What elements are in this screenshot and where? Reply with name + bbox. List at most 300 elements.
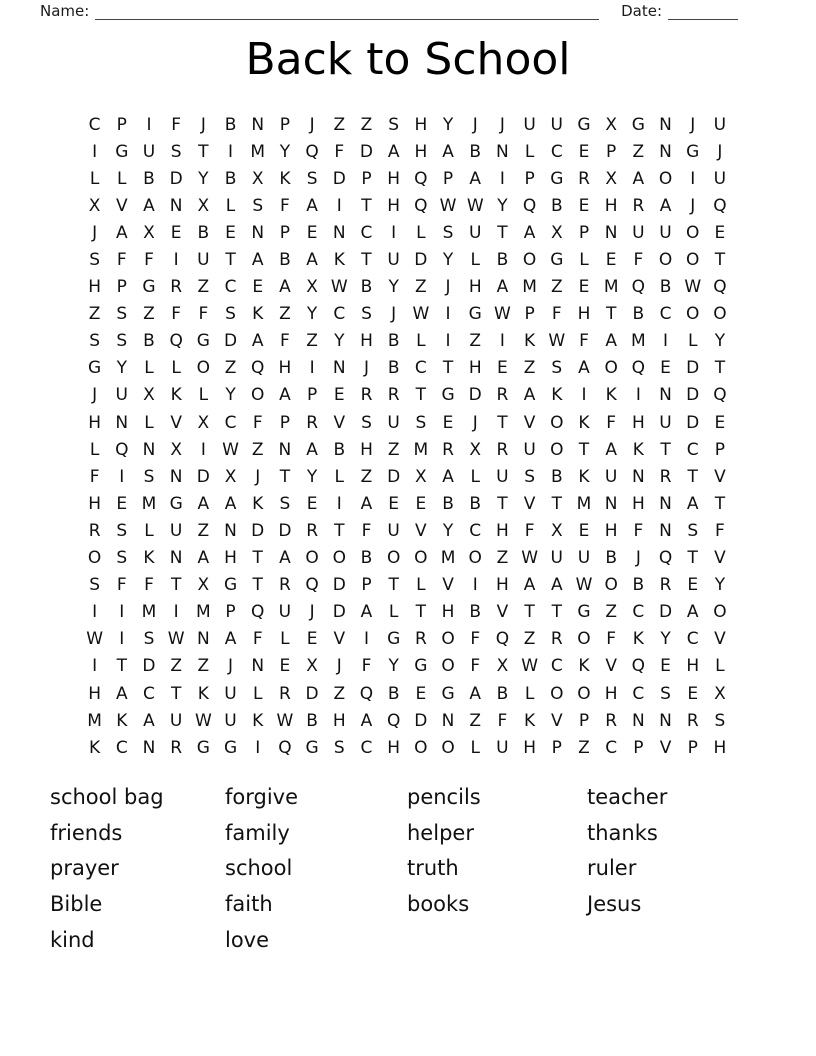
grid-cell: X xyxy=(197,575,210,596)
grid-cell: X xyxy=(550,222,563,243)
grid-cell: L xyxy=(470,737,480,758)
grid-cell: W xyxy=(684,277,702,298)
grid-cell: I xyxy=(499,168,505,189)
grid-cell: K xyxy=(252,493,264,514)
grid-cell: C xyxy=(224,412,237,433)
grid-cell: G xyxy=(550,250,564,271)
grid-cell: H xyxy=(631,493,645,514)
word-list-item: Jesus xyxy=(587,892,642,917)
word-list-item: teacher xyxy=(587,785,668,809)
grid-cell: G xyxy=(223,737,238,758)
word-list-item: helper xyxy=(407,820,474,845)
header xyxy=(40,2,738,20)
grid-cell: I xyxy=(92,141,98,162)
grid-cell: T xyxy=(170,575,182,596)
grid-cell: P xyxy=(279,222,291,243)
grid-cell: R xyxy=(387,385,400,406)
grid-cell: I xyxy=(255,737,261,758)
grid-cell: V xyxy=(714,548,726,569)
grid-cell: F xyxy=(280,331,290,352)
grid-cell: G xyxy=(441,683,455,704)
grid-cell: M xyxy=(196,602,211,623)
grid-cell: A xyxy=(632,168,645,189)
grid-cell: J xyxy=(363,358,369,379)
grid-cell: E xyxy=(605,250,617,271)
grid-cell: H xyxy=(332,710,346,731)
grid-cell: H xyxy=(713,737,727,758)
word-list-item: truth xyxy=(407,856,459,881)
grid-cell: A xyxy=(523,222,536,243)
grid-cell: P xyxy=(687,737,698,758)
grid-cell: A xyxy=(605,439,617,460)
grid-cell: M xyxy=(87,710,102,731)
word-list-column xyxy=(225,780,407,959)
grid-cell: L xyxy=(524,683,535,704)
grid-cell: Q xyxy=(305,141,319,162)
grid-cell: L xyxy=(416,331,426,352)
grid-cell: R xyxy=(605,710,618,731)
grid-cell: R xyxy=(578,168,590,189)
grid-cell: S xyxy=(333,737,345,758)
grid-cell: Z xyxy=(88,304,101,325)
grid-cell: P xyxy=(442,168,454,189)
grid-cell: P xyxy=(714,439,726,460)
grid-cell: P xyxy=(578,222,590,243)
grid-cell: H xyxy=(604,683,618,704)
grid-cell: Z xyxy=(333,114,346,135)
word-list-item: forgive xyxy=(225,785,299,809)
grid-cell: T xyxy=(252,575,263,596)
grid-cell: X xyxy=(496,656,509,677)
grid-cell: G xyxy=(631,114,645,135)
grid-cell: E xyxy=(714,412,726,433)
grid-cell: F xyxy=(116,250,127,271)
grid-cell: L xyxy=(144,520,154,541)
grid-cell: L xyxy=(89,168,100,189)
grid-cell: K xyxy=(170,385,182,406)
grid-cell: U xyxy=(468,222,482,243)
grid-cell: R xyxy=(279,683,291,704)
grid-cell: U xyxy=(224,710,237,731)
grid-cell: E xyxy=(660,656,671,677)
grid-cell: Y xyxy=(116,358,127,379)
grid-cell: F xyxy=(715,520,725,541)
grid-cell: H xyxy=(604,520,618,541)
name-label: Name: xyxy=(40,2,90,20)
grid-cell: H xyxy=(523,737,536,758)
grid-cell: U xyxy=(496,466,509,487)
grid-cell: F xyxy=(470,629,481,650)
grid-cell: E xyxy=(578,277,590,298)
grid-cell: I xyxy=(173,602,179,623)
word-list-column xyxy=(50,780,225,959)
grid-cell: A xyxy=(469,168,482,189)
grid-cell: U xyxy=(713,114,727,135)
grid-cell: N xyxy=(251,222,265,243)
grid-cell: F xyxy=(89,466,100,487)
grid-cell: N xyxy=(604,222,618,243)
grid-cell: A xyxy=(306,439,318,460)
grid-cell: S xyxy=(89,250,100,271)
grid-cell: G xyxy=(550,168,564,189)
grid-cell: W xyxy=(466,195,484,216)
grid-cell: P xyxy=(524,304,535,325)
grid-cell: B xyxy=(224,168,237,189)
grid-cell: I xyxy=(336,195,342,216)
grid-cell: O xyxy=(604,575,618,596)
grid-cell: I xyxy=(92,656,98,677)
grid-cell: B xyxy=(632,304,645,325)
date-blank-line xyxy=(668,5,738,20)
grid-cell: R xyxy=(414,629,427,650)
grid-cell: Q xyxy=(414,168,428,189)
grid-cell: Z xyxy=(197,656,210,677)
grid-cell: B xyxy=(632,575,645,596)
grid-cell: L xyxy=(89,439,100,460)
word-list-item: prayer xyxy=(50,856,119,881)
grid-cell: Y xyxy=(388,277,399,298)
grid-cell: Y xyxy=(442,114,454,135)
grid-cell: S xyxy=(306,168,318,189)
grid-cell: J xyxy=(309,602,315,623)
grid-cell: I xyxy=(173,250,179,271)
grid-cell: H xyxy=(414,141,428,162)
grid-cell: T xyxy=(170,683,182,704)
grid-cell: L xyxy=(524,141,535,162)
grid-cell: O xyxy=(686,304,700,325)
grid-cell: B xyxy=(387,358,400,379)
grid-cell: G xyxy=(577,602,591,623)
word-list xyxy=(50,780,757,959)
grid-cell: T xyxy=(605,304,617,325)
grid-cell: L xyxy=(715,656,725,677)
grid-cell: V xyxy=(333,412,346,433)
grid-cell: O xyxy=(713,602,727,623)
grid-cell: I xyxy=(228,141,234,162)
grid-cell: N xyxy=(604,493,618,514)
grid-cell: B xyxy=(659,277,672,298)
grid-cell: O xyxy=(686,222,700,243)
grid-cell: W xyxy=(521,656,538,677)
grid-cell: R xyxy=(170,737,183,758)
grid-cell: X xyxy=(170,439,182,460)
grid-cell: N xyxy=(659,493,672,514)
grid-cell: F xyxy=(198,304,209,325)
grid-cell: A xyxy=(469,683,482,704)
grid-cell: X xyxy=(306,277,318,298)
grid-cell: A xyxy=(224,493,237,514)
grid-cell: Z xyxy=(143,304,155,325)
grid-cell: X xyxy=(550,520,563,541)
grid-cell: J xyxy=(445,277,451,298)
grid-cell: I xyxy=(391,222,397,243)
grid-cell: G xyxy=(577,114,591,135)
grid-cell: F xyxy=(361,520,372,541)
grid-cell: G xyxy=(169,493,183,514)
grid-cell: O xyxy=(441,656,455,677)
grid-cell: X xyxy=(605,114,617,135)
grid-cell: E xyxy=(578,195,590,216)
grid-cell: T xyxy=(687,466,698,487)
grid-cell: T xyxy=(279,466,291,487)
grid-cell: S xyxy=(116,548,128,569)
grid-cell: V xyxy=(523,412,536,433)
grid-cell: C xyxy=(224,277,237,298)
grid-cell: T xyxy=(361,195,372,216)
grid-cell: F xyxy=(116,575,127,596)
grid-cell: T xyxy=(361,250,372,271)
letter-grid xyxy=(81,111,734,761)
grid-cell: Y xyxy=(225,385,236,406)
grid-cell: Z xyxy=(224,358,237,379)
grid-cell: O xyxy=(577,683,591,704)
grid-cell: X xyxy=(143,222,155,243)
grid-cell: L xyxy=(416,575,426,596)
grid-cell: A xyxy=(686,602,699,623)
grid-cell: S xyxy=(89,331,100,352)
grid-cell: R xyxy=(632,195,645,216)
grid-cell: N xyxy=(659,520,672,541)
grid-cell: U xyxy=(604,466,618,487)
grid-cell: E xyxy=(660,358,671,379)
grid-cell: D xyxy=(223,331,238,352)
grid-cell: Q xyxy=(495,629,510,650)
grid-cell: F xyxy=(470,656,481,677)
grid-cell: Z xyxy=(197,277,210,298)
grid-cell: J xyxy=(635,548,641,569)
grid-cell: D xyxy=(305,683,319,704)
grid-cell: Z xyxy=(578,737,590,758)
grid-cell: Y xyxy=(660,629,671,650)
grid-cell: B xyxy=(360,277,373,298)
grid-cell: Y xyxy=(306,304,318,325)
grid-cell: J xyxy=(690,195,696,216)
grid-cell: U xyxy=(197,250,210,271)
grid-cell: O xyxy=(522,250,537,271)
grid-cell: A xyxy=(115,683,128,704)
grid-cell: O xyxy=(251,385,265,406)
grid-cell: N xyxy=(659,114,672,135)
grid-cell: H xyxy=(88,493,101,514)
grid-cell: Q xyxy=(386,710,401,731)
grid-cell: A xyxy=(197,548,210,569)
grid-cell: M xyxy=(576,493,592,514)
grid-cell: N xyxy=(332,222,346,243)
grid-cell: B xyxy=(469,141,482,162)
grid-cell: K xyxy=(578,412,590,433)
grid-cell: J xyxy=(309,114,315,135)
grid-cell: E xyxy=(225,222,236,243)
grid-cell: I xyxy=(472,575,478,596)
grid-cell: J xyxy=(472,412,478,433)
grid-cell: T xyxy=(334,520,345,541)
grid-cell: A xyxy=(578,358,590,379)
grid-cell: F xyxy=(171,304,182,325)
grid-cell: G xyxy=(115,141,129,162)
grid-cell: S xyxy=(714,710,726,731)
grid-cell: N xyxy=(659,141,672,162)
grid-cell: W xyxy=(222,439,239,460)
grid-cell: Z xyxy=(197,520,210,541)
grid-cell: R xyxy=(442,439,454,460)
grid-cell: A xyxy=(279,548,291,569)
grid-cell: O xyxy=(386,548,401,569)
grid-cell: Y xyxy=(279,141,291,162)
grid-cell: P xyxy=(225,602,236,623)
grid-cell: O xyxy=(550,683,564,704)
grid-cell: L xyxy=(171,358,181,379)
grid-cell: Q xyxy=(631,656,646,677)
grid-cell: Q xyxy=(713,195,727,216)
word-list-item: thanks xyxy=(587,820,658,845)
grid-cell: D xyxy=(414,250,428,271)
grid-cell: U xyxy=(169,710,183,731)
grid-cell: Y xyxy=(388,656,399,677)
grid-cell: U xyxy=(224,683,237,704)
grid-cell: M xyxy=(631,331,646,352)
grid-cell: X xyxy=(415,466,427,487)
grid-cell: I xyxy=(499,331,505,352)
grid-cell: F xyxy=(144,250,154,271)
grid-cell: L xyxy=(225,195,236,216)
grid-cell: O xyxy=(658,250,673,271)
grid-cell: Z xyxy=(523,358,536,379)
grid-cell: O xyxy=(196,358,211,379)
grid-cell: A xyxy=(251,331,264,352)
grid-cell: E xyxy=(170,222,182,243)
grid-cell: A xyxy=(279,277,291,298)
grid-cell: B xyxy=(605,548,617,569)
grid-cell: N xyxy=(441,710,455,731)
grid-cell: H xyxy=(88,683,101,704)
grid-cell: T xyxy=(551,493,562,514)
grid-cell: A xyxy=(686,493,699,514)
grid-cell: W xyxy=(575,575,593,596)
grid-cell: I xyxy=(663,331,669,352)
grid-cell: G xyxy=(196,737,210,758)
grid-cell: A xyxy=(605,331,617,352)
grid-cell: O xyxy=(550,439,564,460)
grid-cell: Y xyxy=(442,520,454,541)
grid-cell: N xyxy=(659,385,672,406)
grid-cell: R xyxy=(88,520,101,541)
word-list-item: ruler xyxy=(587,856,637,881)
grid-cell: E xyxy=(388,493,400,514)
grid-cell: G xyxy=(142,277,156,298)
grid-cell: Q xyxy=(169,331,183,352)
grid-cell: E xyxy=(415,493,427,514)
grid-cell: D xyxy=(332,602,346,623)
grid-cell: P xyxy=(279,412,291,433)
grid-cell: F xyxy=(280,195,290,216)
grid-cell: S xyxy=(143,466,155,487)
grid-cell: F xyxy=(252,629,263,650)
grid-cell: P xyxy=(361,575,372,596)
grid-cell: N xyxy=(631,466,645,487)
grid-cell: T xyxy=(497,412,508,433)
grid-cell: B xyxy=(143,168,155,189)
grid-cell: C xyxy=(550,656,563,677)
grid-cell: X xyxy=(469,439,482,460)
grid-cell: M xyxy=(250,141,266,162)
grid-cell: J xyxy=(690,114,696,135)
grid-cell: S xyxy=(660,683,671,704)
grid-cell: Z xyxy=(170,656,182,677)
grid-cell: S xyxy=(524,466,535,487)
grid-cell: H xyxy=(468,358,482,379)
grid-cell: K xyxy=(279,168,291,189)
grid-cell: Z xyxy=(550,277,563,298)
grid-cell: J xyxy=(391,304,397,325)
grid-cell: U xyxy=(496,737,509,758)
grid-cell: B xyxy=(442,493,454,514)
grid-cell: U xyxy=(659,412,672,433)
grid-cell: U xyxy=(115,385,128,406)
grid-cell: I xyxy=(309,358,315,379)
grid-cell: I xyxy=(119,602,125,623)
grid-cell: P xyxy=(116,114,127,135)
grid-cell: K xyxy=(252,710,264,731)
grid-cell: F xyxy=(497,710,508,731)
grid-cell: S xyxy=(252,195,264,216)
grid-cell: N xyxy=(251,656,265,677)
grid-cell: Y xyxy=(714,575,726,596)
grid-cell: D xyxy=(278,520,292,541)
grid-cell: S xyxy=(116,520,128,541)
grid-cell: Z xyxy=(279,304,291,325)
grid-cell: V xyxy=(115,195,128,216)
grid-cell: D xyxy=(332,575,346,596)
grid-cell: M xyxy=(413,439,429,460)
grid-cell: E xyxy=(497,358,508,379)
grid-cell: T xyxy=(116,656,127,677)
word-list-column xyxy=(587,780,757,923)
grid-cell: H xyxy=(278,358,292,379)
grid-cell: V xyxy=(714,466,726,487)
grid-cell: R xyxy=(170,277,183,298)
word-list-item: school bag xyxy=(50,785,164,809)
grid-cell: C xyxy=(686,629,699,650)
grid-cell: K xyxy=(632,629,644,650)
grid-cell: A xyxy=(115,222,128,243)
grid-cell: A xyxy=(360,710,373,731)
grid-cell: O xyxy=(604,358,618,379)
grid-cell: L xyxy=(579,250,589,271)
grid-cell: T xyxy=(687,548,698,569)
grid-cell: T xyxy=(415,602,427,623)
grid-cell: M xyxy=(141,493,157,514)
grid-cell: L xyxy=(470,250,480,271)
grid-cell: A xyxy=(442,141,454,162)
grid-cell: I xyxy=(363,629,369,650)
grid-cell: H xyxy=(604,195,618,216)
grid-cell: K xyxy=(605,385,617,406)
grid-cell: U xyxy=(523,114,536,135)
grid-cell: P xyxy=(633,737,644,758)
grid-cell: N xyxy=(224,520,237,541)
grid-cell: Z xyxy=(523,629,536,650)
grid-cell: V xyxy=(659,737,672,758)
grid-cell: I xyxy=(92,602,98,623)
grid-cell: U xyxy=(632,222,645,243)
grid-cell: U xyxy=(577,548,591,569)
grid-cell: W xyxy=(167,629,185,650)
grid-cell: W xyxy=(330,277,348,298)
grid-cell: N xyxy=(169,195,183,216)
grid-cell: E xyxy=(306,222,318,243)
grid-cell: B xyxy=(224,114,237,135)
grid-cell: J xyxy=(717,141,723,162)
